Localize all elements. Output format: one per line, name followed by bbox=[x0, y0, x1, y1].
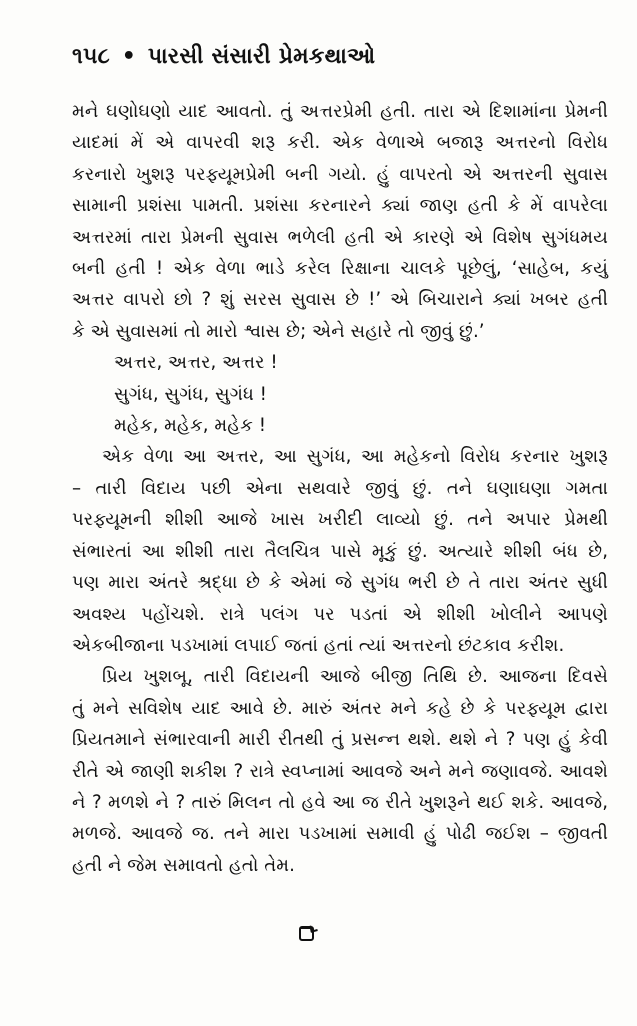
text-line: પરફ્યૂમની શીશી આજે ખાસ ખરીદી લાવ્યો છું. તને અપાર પ્રેમથી bbox=[72, 509, 608, 531]
text-line: યાદમાં મેં એ વાપરવી શરૂ કરી. એક વેળાએ બજારૂ અત્તરનો વિરોધ bbox=[72, 132, 608, 154]
text-line: પ્રિયતમાને સંભારવાની મારી રીતથી તું પ્રસન્ન થશે. થશે ને ? પણ હું કેવી bbox=[72, 729, 608, 751]
text-line: તું મને સવિશેષ યાદ આવે છે. મારું અંતર મને કહે છે કે પરફ્યૂમ દ્વારા bbox=[72, 697, 608, 719]
text-line: કરનારો ખુશરૂ પરફ્યૂમપ્રેમી બની ગયો. હું વાપરતો એ અત્તરની સુવાસ bbox=[72, 163, 608, 185]
text-line: હતી ને જેમ સમાવતો હતો તેમ. bbox=[72, 854, 295, 876]
text-line: એકબીજાના પડખામાં લપાઈ જતાં હતાં ત્યાં અત્તરનો છંટકાવ કરીશ. bbox=[72, 634, 565, 656]
verse-line: સુગંધ, સુગંધ, સુગંધ ! bbox=[114, 383, 267, 405]
verse-line: મહેક, મહેક, મહેક ! bbox=[114, 415, 267, 437]
text-line: અત્તર વાપરો છો ? શું સરસ સુવાસ છે !’ એ બિચારાને ક્યાં ખબર હતી bbox=[72, 289, 608, 311]
text-line: મને ઘણોઘણો યાદ આવતો. તું અત્તરપ્રેમી હતી. તારા એ દિશામાંના પ્રેમની bbox=[72, 101, 608, 122]
verse-line: અત્તર, અત્તર, અત્તર ! bbox=[114, 352, 278, 374]
text-line: બની હતી ! એક વેળા ભાડે કરેલ રિક્ષાના ચાલકે પૂછેલું, ‘સાહેબ, કયું bbox=[72, 258, 608, 280]
page-number: ૧૫૮ bbox=[72, 44, 110, 69]
header-bullet: • bbox=[121, 44, 137, 69]
text-line: કે એ સુવાસમાં તો મારો શ્વાસ છે; એને સહારે તો જીવું છું.’ bbox=[72, 320, 485, 342]
body-text bbox=[72, 96, 608, 881]
text-line: એક વેળા આ અત્તર, આ સુગંધ, આ મહેકનો વિરોધ કરનાર ખુશરૂ bbox=[102, 446, 608, 468]
text-line: – તારી વિદાય પછી એના સથવારે જીવું છું. તને ઘણાઘણા ગમતા bbox=[72, 477, 608, 499]
book-title: પારસી સંસારી પ્રેમકથાઓ bbox=[147, 44, 376, 69]
text-line: સામાની પ્રશંસા પામતી. પ્રશંસા કરનારને ક્યાં જાણ હતી કે મેં વાપરેલા bbox=[72, 195, 608, 217]
text-line: પણ મારા અંતરે શ્રદ્ધા છે કે એમાં જે સુગંધ ભરી છે તે તારા અંતર સુધી bbox=[72, 572, 608, 594]
running-header bbox=[72, 44, 375, 69]
text-line: અવશ્ય પહોંચશે. રાત્રે પલંગ પર પડતાં એ શીશી ખોલીને આપણે bbox=[72, 603, 608, 625]
text-line: ને ? મળશે ને ? તારું મિલન તો હવે આ જ રીતે ખુશરૂને થઈ શકે. આવજે, bbox=[72, 791, 608, 813]
text-line: અત્તરમાં તારા પ્રેમની સુવાસ ભળેલી હતી એ કારણે એ વિશેષ સુગંધમય bbox=[72, 226, 608, 248]
text-line: સંભારતાં આ શીશી તારા તૈલચિત્ર પાસે મૂકું છું. અત્યારે શીશી બંધ છે, bbox=[72, 540, 608, 562]
text-line: મળજે. આવજે જ. તને મારા પડખામાં સમાવી હું પોઢી જઈશ – જીવતી bbox=[72, 823, 608, 845]
end-of-chapter-icon bbox=[299, 926, 314, 941]
text-line: રીતે એ જાણી શકીશ ? રાત્રે સ્વપ્નામાં આવજે અને મને જણાવજે. આવશે bbox=[72, 760, 608, 782]
text-line: પ્રિય ખુશબૂ, તારી વિદાયની આજે બીજી તિથિ છે. આજના દિવસે bbox=[102, 666, 608, 688]
